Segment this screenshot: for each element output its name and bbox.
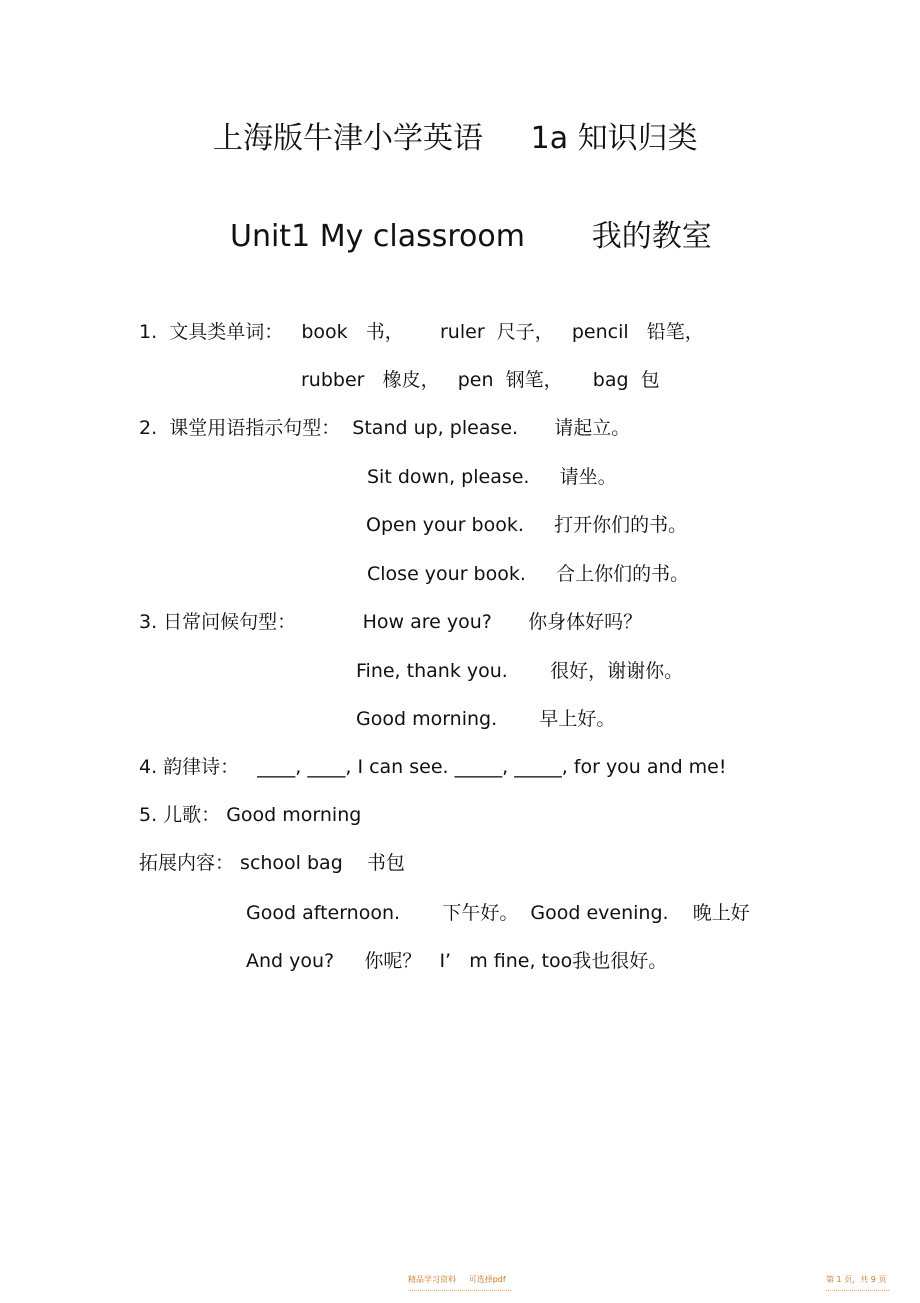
footer-page-number: 第 1 页，共 9 页 (826, 1275, 887, 1284)
page-title: 上海版牛津小学英语 1a 知识归类 (213, 121, 698, 156)
classroom-phrase-line: Close your book. 合上你们的书。 (367, 563, 690, 585)
footer-right-dots (826, 1290, 889, 1291)
extension-line: And you? 你呢？ I’ m fine, too我也很好。 (246, 950, 668, 972)
extension-line: 拓展内容： school bag 书包 (139, 852, 405, 874)
classroom-phrase-line: 2. 课堂用语指示句型： Stand up, please. 请起立。 (139, 417, 631, 439)
extension-line: Good afternoon. 下午好。 Good evening. 晚上好 (246, 902, 750, 924)
classroom-phrase-line: Open your book. 打开你们的书。 (366, 514, 688, 536)
greeting-line: Good morning. 早上好。 (356, 708, 616, 730)
greeting-line: 3. 日常问候句型： How are you? 你身体好吗？ (139, 611, 643, 633)
stationery-words-line: 1. 文具类单词： book 书， ruler 尺子， pencil 铅笔， (139, 321, 704, 343)
rhyme-line: 4. 韵律诗： ____, ____, I can see. _____, _____, for you and me! (139, 756, 727, 778)
footer-left-text: 精品学习资料 可选择pdf (408, 1275, 506, 1284)
classroom-phrase-line: Sit down, please. 请坐。 (367, 466, 617, 488)
footer-left-dots (408, 1290, 511, 1291)
song-line: 5. 儿歌： Good morning (139, 804, 362, 826)
stationery-words-line-2: rubber 橡皮， pen 钢笔， bag 包 (301, 369, 660, 391)
greeting-line: Fine, thank you. 很好，谢谢你。 (356, 660, 684, 682)
unit-title: Unit1 My classroom 我的教室 (230, 219, 712, 254)
